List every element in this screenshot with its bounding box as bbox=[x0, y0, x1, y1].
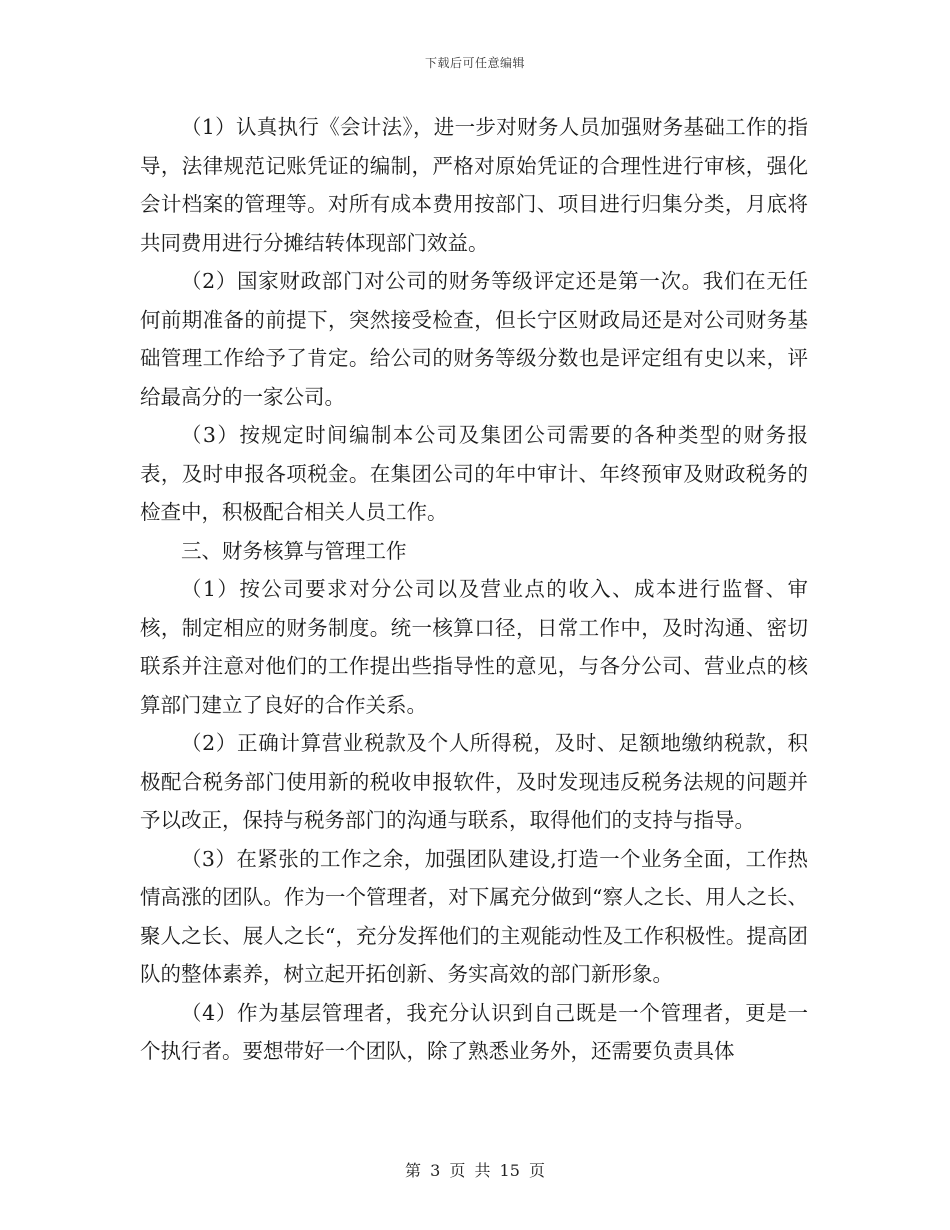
paragraph-5: （2）正确计算营业税款及个人所得税，及时、足额地缴纳税款，积极配合税务部门使用新的税收申报软件，及时发现违反税务法规的问题并予以改正，保持与税务部门的沟通与联系，取得他们的支持与指导。 bbox=[140, 731, 808, 832]
section-heading-3: 三、财务核算与管理工作 bbox=[181, 538, 407, 563]
page-number-footer: 第 3 页 共 15 页 bbox=[405, 1161, 545, 1180]
document-body bbox=[140, 108, 808, 1071]
paragraph-6: （3）在紧张的工作之余，加强团队建设,打造一个业务全面，工作热情高涨的团队。作为一个管理者，对下属充分做到“察人之长、用人之长、聚人之长、展人之长“，充分发挥他们的主观能动性及工作积极性。提高团队的整体素养，树立起开拓创新、务实高效的部门新形象。 bbox=[140, 846, 808, 986]
page-header-note: 下载后可任意编辑 bbox=[424, 56, 525, 70]
paragraph-2: （2）国家财政部门对公司的财务等级评定还是第一次。我们在无任何前期准备的前提下，突然接受检查，但长宁区财政局还是对公司财务基础管理工作给予了肯定。给公司的财务等级分数也是评定组有史以来，评给最高分的一家公司。 bbox=[140, 269, 808, 409]
paragraph-4: （1）按公司要求对分公司以及营业点的收入、成本进行监督、审核，制定相应的财务制度。统一核算口径，日常工作中，及时沟通、密切联系并注意对他们的工作提出些指导性的意见，与各分公司、营业点的核算部门建立了良好的合作关系。 bbox=[140, 577, 808, 717]
paragraph-3: （3）按规定时间编制本公司及集团公司需要的各种类型的财务报表，及时申报各项税金。在集团公司的年中审计、年终预审及财政税务的检查中，积极配合相关人员工作。 bbox=[140, 423, 808, 524]
paragraph-7: （4）作为基层管理者，我充分认识到自己既是一个管理者，更是一个执行者。要想带好一个团队，除了熟悉业务外，还需要负责具体 bbox=[140, 1000, 808, 1063]
paragraph-1: （1）认真执行《会计法》，进一步对财务人员加强财务基础工作的指导，法律规范记账凭证的编制，严格对原始凭证的合理性进行审核，强化会计档案的管理等。对所有成本费用按部门、项目进行归集分类，月底将共同费用进行分摊结转体现部门效益。 bbox=[140, 115, 808, 255]
